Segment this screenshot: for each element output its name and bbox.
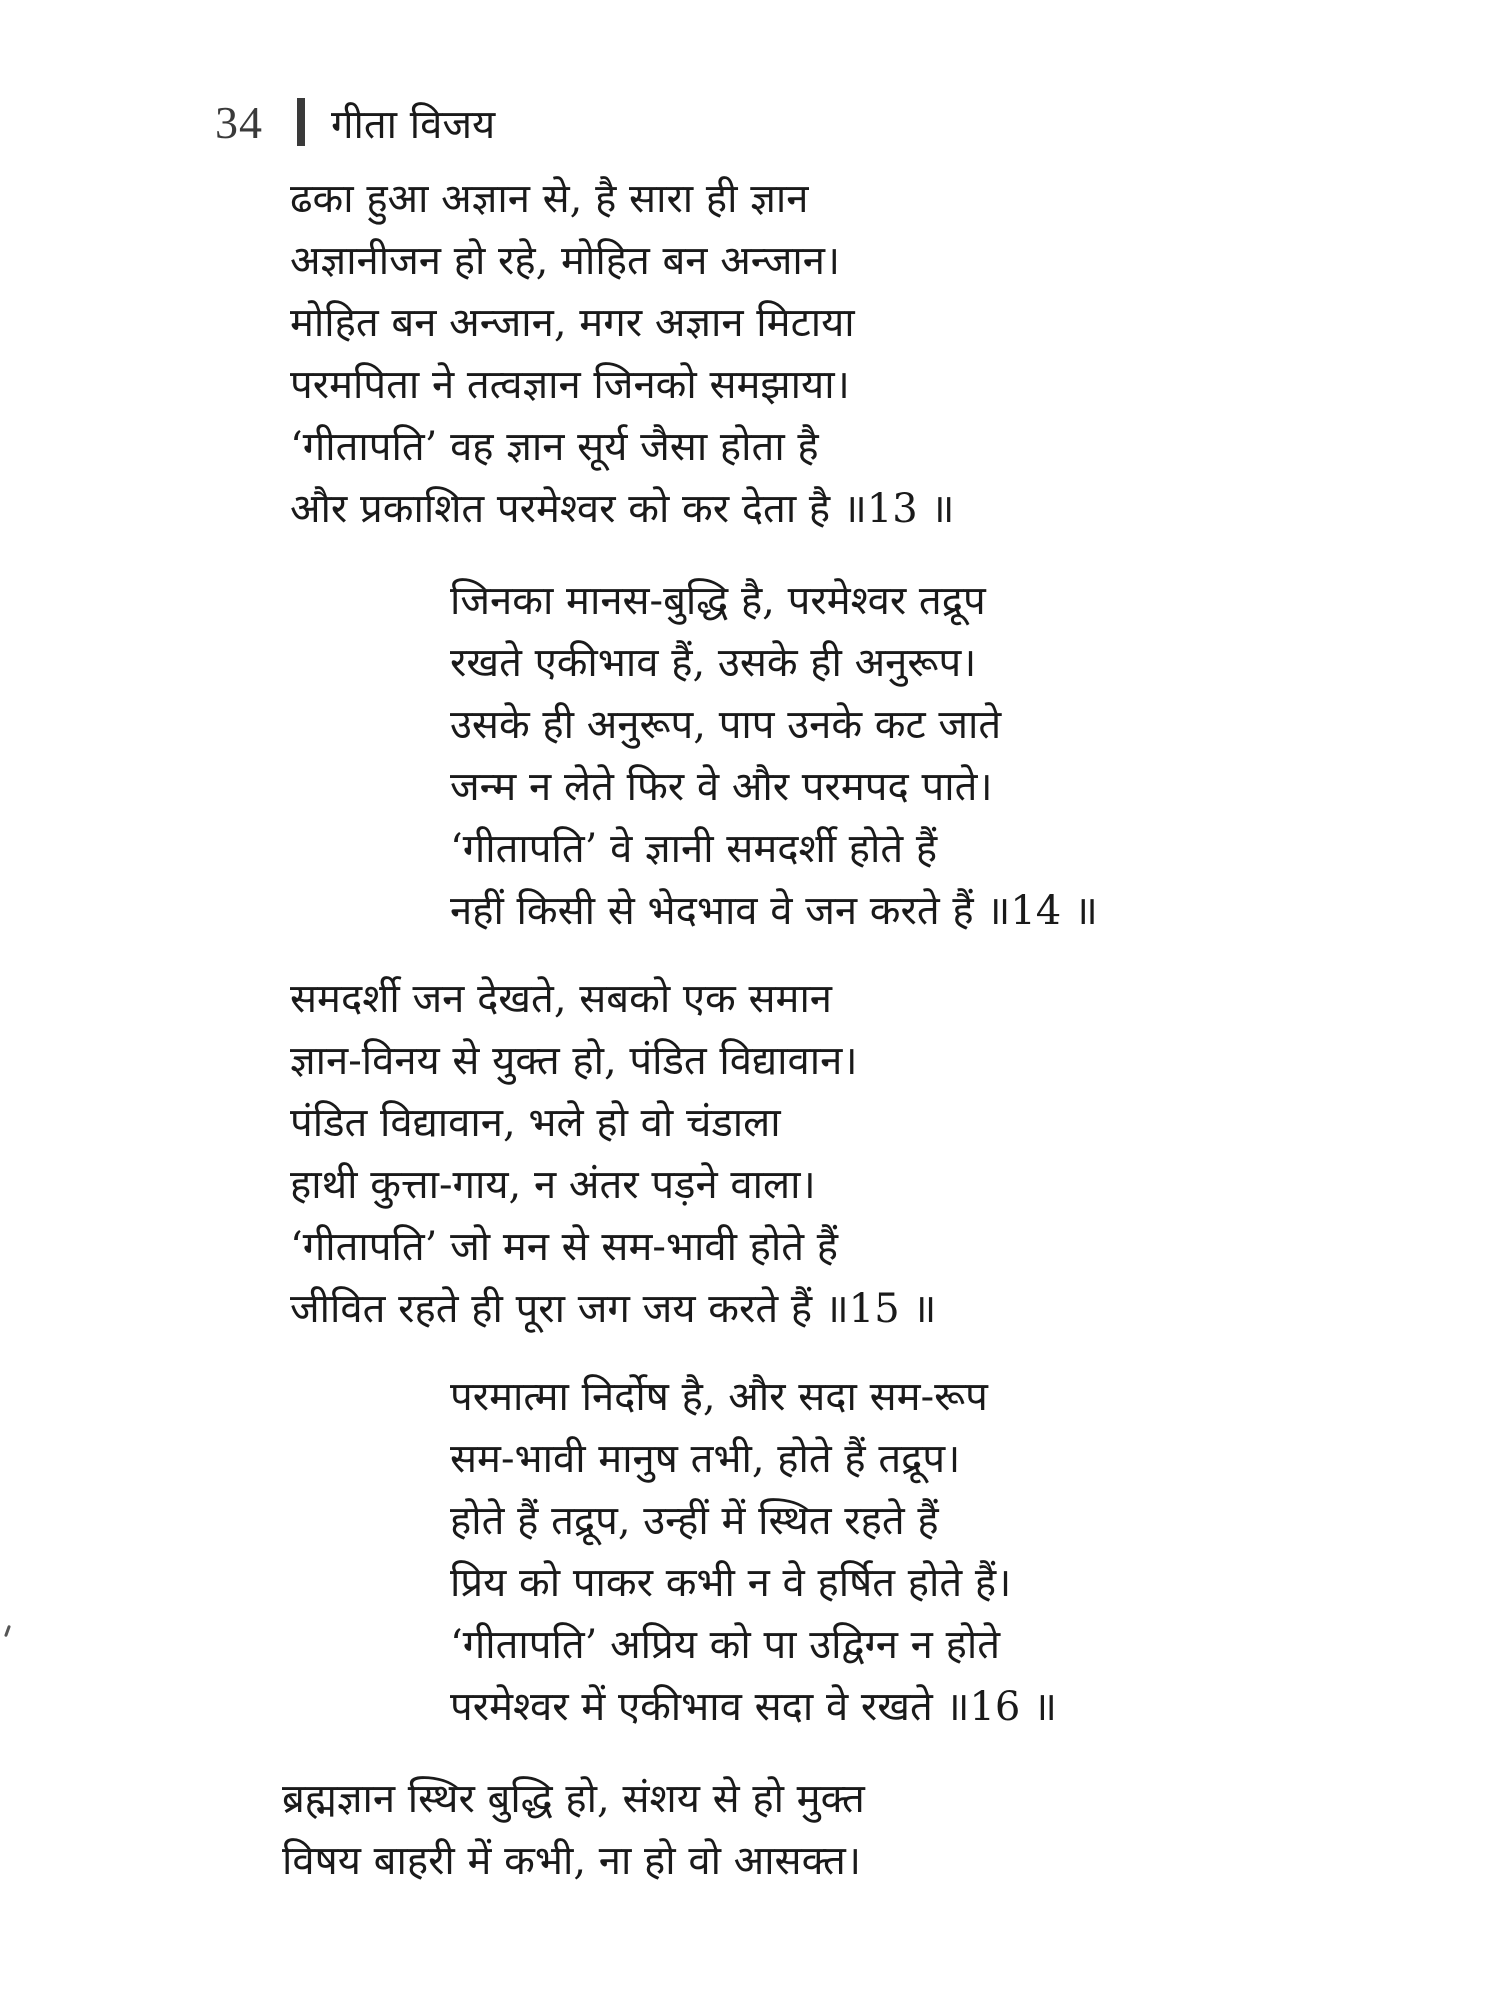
page-number: 34 bbox=[215, 96, 263, 148]
running-head bbox=[215, 92, 495, 152]
verse-line: विषय बाहरी में कभी, ना हो वो आसक्त। bbox=[282, 1838, 861, 1884]
verse-line: ‘गीतापति’ अप्रिय को पा उद्विग्न न होते bbox=[450, 1622, 1000, 1668]
verse-line: उसके ही अनुरूप, पाप उनके कट जाते bbox=[450, 702, 1002, 748]
verse-stanza-17 bbox=[282, 1768, 865, 1892]
verse-line: होते हैं तद्रूप, उन्हीं में स्थित रहते हैं bbox=[450, 1498, 939, 1544]
running-head-divider bbox=[297, 98, 305, 146]
verse-line: और प्रकाशित परमेश्वर को कर देता है ॥13 ॥ bbox=[290, 486, 955, 532]
verse-line: ‘गीतापति’ जो मन से सम-भावी होते हैं bbox=[290, 1224, 839, 1270]
verse-line: जन्म न लेते फिर वे और परमपद पाते। bbox=[450, 764, 993, 810]
verse-line: ‘गीतापति’ वह ज्ञान सूर्य जैसा होता है bbox=[290, 424, 819, 470]
verse-line: जिनका मानस-बुद्धि है, परमेश्वर तद्रूप bbox=[450, 578, 986, 624]
book-title: गीता विजय bbox=[331, 101, 496, 148]
verse-stanza-14 bbox=[450, 570, 1098, 942]
verse-line: नहीं किसी से भेदभाव वे जन करते हैं ॥14 ॥ bbox=[450, 888, 1098, 934]
verse-line: अज्ञानीजन हो रहे, मोहित बन अन्जान। bbox=[290, 238, 841, 284]
verse-line: ‘गीतापति’ वे ज्ञानी समदर्शी होते हैं bbox=[450, 826, 938, 872]
verse-stanza-13 bbox=[290, 168, 954, 540]
scan-speck bbox=[4, 1625, 11, 1637]
verse-line: सम-भावी मानुष तभी, होते हैं तद्रूप। bbox=[450, 1436, 961, 1482]
verse-line: रखते एकीभाव हैं, उसके ही अनुरूप। bbox=[450, 640, 977, 686]
verse-line: मोहित बन अन्जान, मगर अज्ञान मिटाया bbox=[290, 300, 855, 346]
verse-line: ज्ञान-विनय से युक्त हो, पंडित विद्यावान। bbox=[290, 1038, 858, 1084]
verse-line: पंडित विद्यावान, भले हो वो चंडाला bbox=[290, 1100, 781, 1146]
verse-line: ढका हुआ अज्ञान से, है सारा ही ज्ञान bbox=[290, 176, 809, 222]
verse-line: ब्रह्मज्ञान स्थिर बुद्धि हो, संशय से हो मुक्त bbox=[282, 1776, 865, 1822]
verse-stanza-15 bbox=[290, 968, 936, 1340]
verse-line: हाथी कुत्ता-गाय, न अंतर पड़ने वाला। bbox=[290, 1162, 816, 1208]
verse-stanza-16 bbox=[450, 1366, 1057, 1738]
verse-line: जीवित रहते ही पूरा जग जय करते हैं ॥15 ॥ bbox=[290, 1286, 937, 1332]
verse-line: समदर्शी जन देखते, सबको एक समान bbox=[290, 976, 833, 1022]
verse-line: परमात्मा निर्दोष है, और सदा सम-रूप bbox=[450, 1374, 988, 1420]
verse-line: परमपिता ने तत्वज्ञान जिनको समझाया। bbox=[290, 362, 850, 408]
verse-line: परमेश्वर में एकीभाव सदा वे रखते ॥16 ॥ bbox=[450, 1684, 1058, 1730]
verse-line: प्रिय को पाकर कभी न वे हर्षित होते हैं। bbox=[450, 1560, 1012, 1606]
